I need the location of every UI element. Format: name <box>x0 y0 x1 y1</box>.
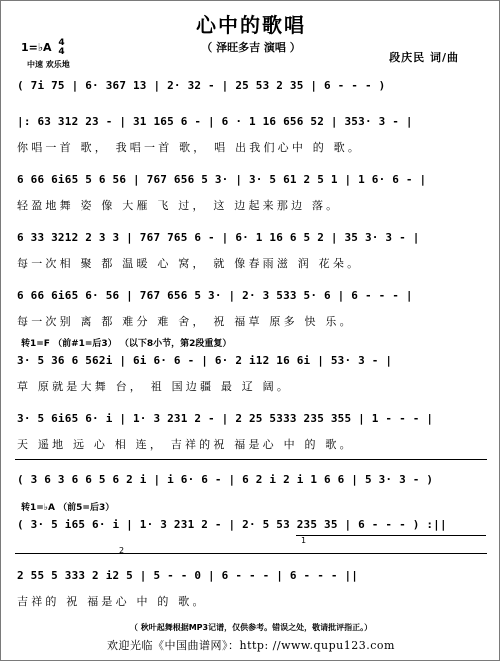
notation-line-9: ( 3· 5 i65 6· i | 1· 3 231 2 - | 2· 5 53 235 35 | 6 - - - ) :|| <box>17 518 447 531</box>
notation-line-6: 3· 5 36 6 562i | 6i 6· 6 - | 6· 2 i12 16 6i | 53· 3 - | <box>17 354 393 367</box>
key-signature <box>21 39 65 57</box>
singer-line: （ 泽旺多吉 演唱 ） <box>201 41 301 54</box>
volta-number-1: 1 <box>301 536 307 545</box>
key-text: 1=♭A <box>21 41 52 54</box>
notation-line-1: ( 7i 75 | 6· 367 13 | 2· 32 - | 25 53 2 35 | 6 - - - ) <box>17 79 386 92</box>
lyric-line-4: 每一次相 聚 都 温暖 心 窝， 就 像春雨滋 润 花朵。 <box>17 257 362 270</box>
second-ending-line <box>15 553 487 554</box>
notation-line-7: 3· 5 6i65 6· i | 1· 3 231 2 - | 2 25 5333 235 355 | 1 - - - | <box>17 412 434 425</box>
time-numerator: 4 <box>58 38 65 48</box>
notation-line-5: 6 66 6i65 6· 56 | 767 656 5 3· | 2· 3 533 5· 6 | 6 - - - | <box>17 289 413 302</box>
section-divider <box>15 459 487 460</box>
time-denominator: 4 <box>58 47 65 57</box>
lyric-line-3: 轻盈地舞 姿 像 大雁 飞 过， 这 边起来那边 落。 <box>17 199 341 212</box>
lyric-line-7: 天 遥地 远 心 相 连， 吉祥的祝 福是心 中 的 歌。 <box>17 438 354 451</box>
notation-line-10: 2 55 5 333 2 i2 5 | 5 - - 0 | 6 - - - | 6 - - - || <box>17 569 359 582</box>
notation-line-8: ( 3 6 3 6 6 5 6 2 i | i 6· 6 - | 6 2 i 2 i 1 6 6 | 5 3· 3 - ) <box>17 473 434 486</box>
website-credit: 欢迎光临《中国曲谱网》：http: //www.qupu123.com <box>107 639 395 652</box>
lyric-line-6: 草 原就是大舞 台， 祖 国边疆 最 辽 阔。 <box>17 380 292 393</box>
modulation-note-1: 转1=F （前#1=后3） （以下8小节，第2段重复） <box>21 339 232 349</box>
time-signature <box>58 39 64 57</box>
transcription-note: （ 秋叶起舞根据MP3记谱，仅供参考。错误之处，敬请批评指正。） <box>129 623 373 632</box>
song-title: 心中的歌唱 <box>196 13 306 37</box>
credit-line: 段庆民 词/曲 <box>389 51 459 64</box>
tempo-marking: 中速 欢乐地 <box>27 60 70 69</box>
lyric-line-5: 每一次别 离 都 难分 难 舍， 祝 福草 原多 快 乐。 <box>17 315 354 328</box>
modulation-note-2: 转1=♭A （前5=后3） <box>21 503 115 513</box>
notation-line-3: 6 66 6i65 5 6 56 | 767 656 5 3· | 3· 5 61 2 5 1 | 1 6· 6 - | <box>17 173 427 186</box>
notation-line-4: 6 33 3212 2 3 3 | 767 765 6 - | 6· 1 16 6 5 2 | 35 3· 3 - | <box>17 231 420 244</box>
volta-bracket-line <box>296 535 486 536</box>
lyric-line-10: 吉祥的 祝 福是心 中 的 歌。 <box>17 595 207 608</box>
lyric-line-2: 你唱一首 歌， 我唱一首 歌， 唱 出我们心中 的 歌。 <box>17 141 363 154</box>
notation-line-2: |: 63 312 23 - | 31 165 6 - | 6 · 1 16 656 52 | 353· 3 - | <box>17 115 413 128</box>
volta-number-2: 2 <box>119 546 125 555</box>
